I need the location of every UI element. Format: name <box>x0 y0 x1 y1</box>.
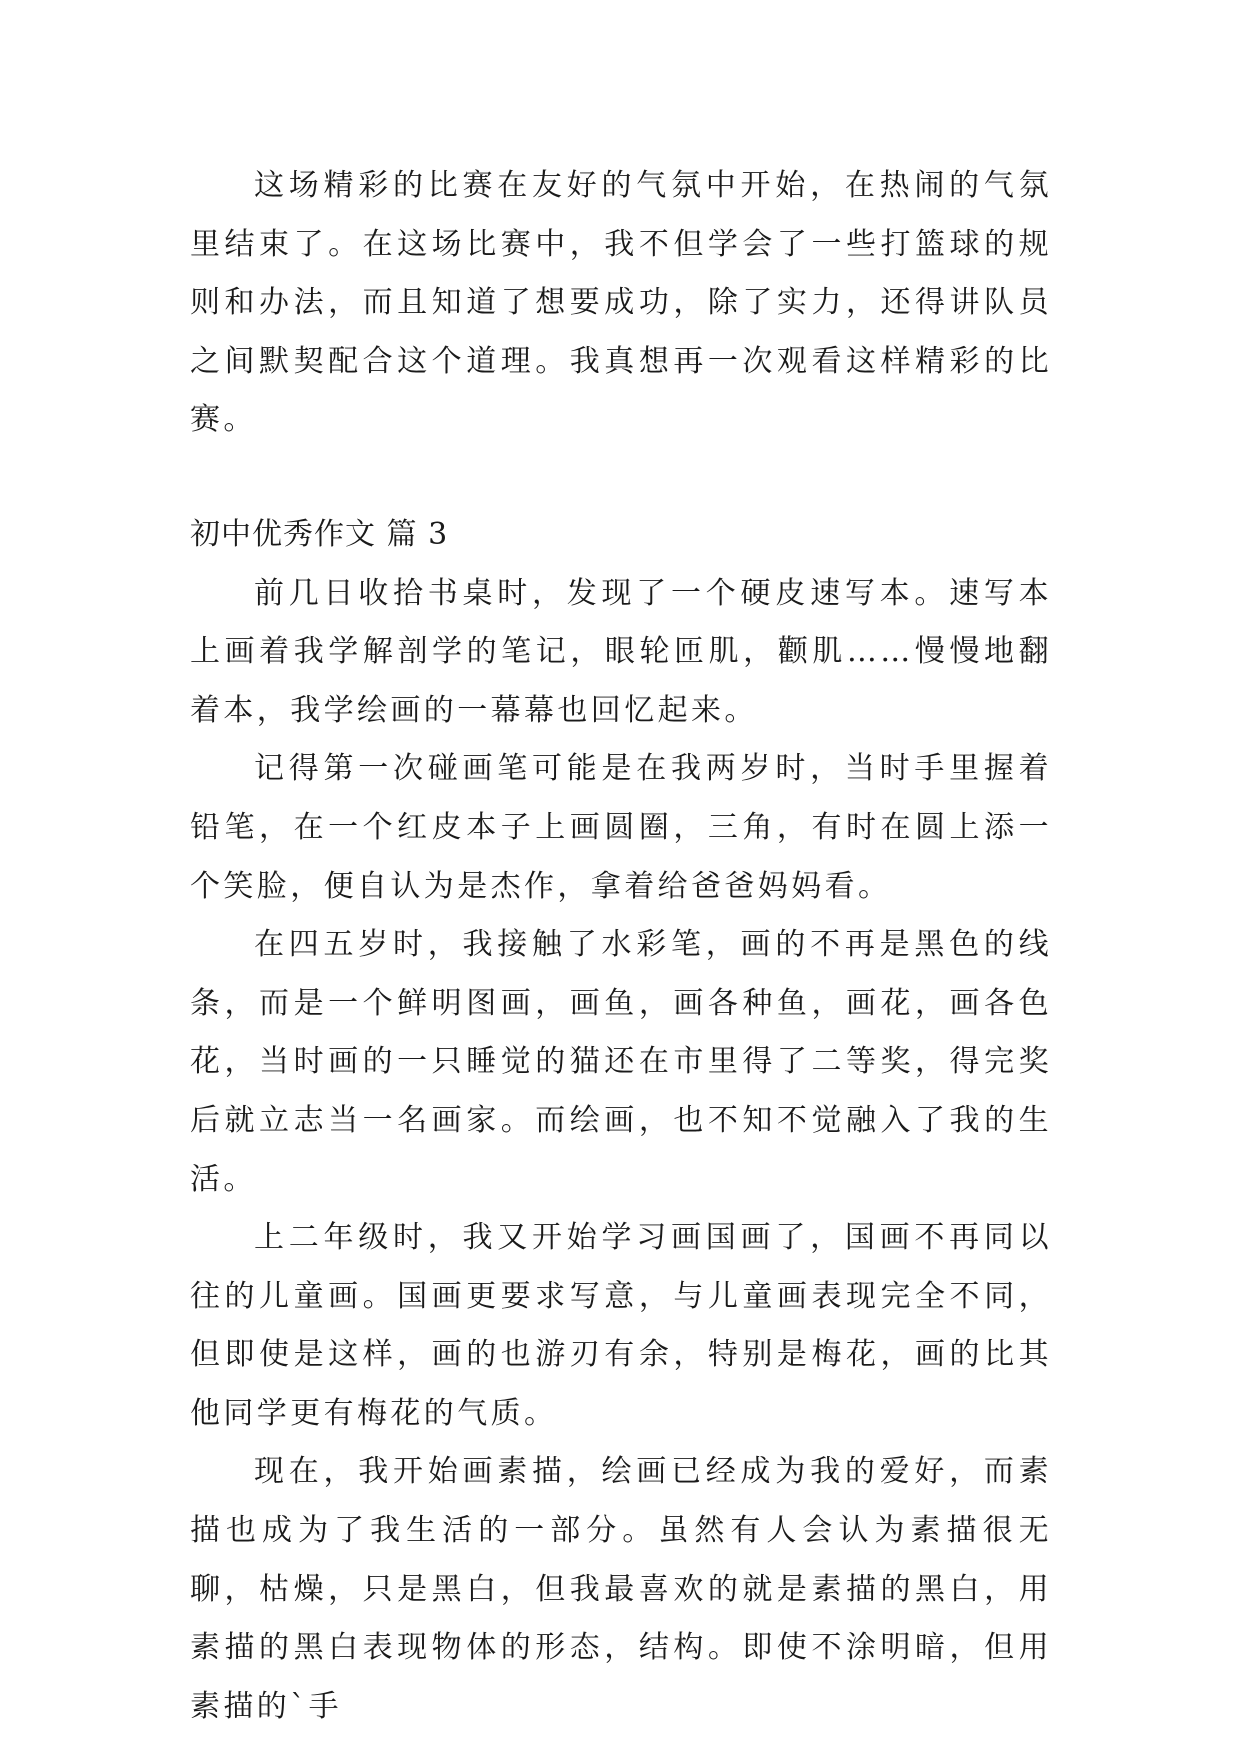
paragraph-sketchbook: 前几日收拾书桌时，发现了一个硬皮速写本。速写本上画着我学解剖学的笔记，眼轮匝肌，颧肌……慢慢地翻着本，我学绘画的一幕幕也回忆起来。 <box>190 575 1052 728</box>
paragraph-basketball-conclusion: 这场精彩的比赛在友好的气氛中开始，在热闹的气氛里结束了。在这场比赛中，我不但学会了一些打篮球的规则和办法，而且知道了想要成功，除了实力，还得讲队员之间默契配合这个道理。我真想再一次观看这样精彩的比赛。 <box>190 168 1052 438</box>
paragraph-sketching: 现在，我开始画素描，绘画已经成为我的爱好，而素描也成为了我生活的一部分。虽然有人会认为素描很无聊，枯燥，只是黑白，但我最喜欢的就是素描的黑白，用素描的黑白表现物体的形态，结构。即使不涂明暗，但用素描的`手 <box>190 1454 1052 1724</box>
document-page <box>190 157 1052 1736</box>
paragraph-chinese-painting: 上二年级时，我又开始学习画国画了，国画不再同以往的儿童画。国画更要求写意，与儿童画表现完全不同，但即使是这样，画的也游刃有余，特别是梅花，画的比其他同学更有梅花的气质。 <box>190 1220 1052 1431</box>
section-heading: 初中优秀作文 篇 3 <box>190 516 449 552</box>
paragraph-watercolor: 在四五岁时，我接触了水彩笔，画的不再是黑色的线条，而是一个鲜明图画，画鱼，画各种鱼，画花，画各色花，当时画的一只睡觉的猫还在市里得了二等奖，得完奖后就立志当一名画家。而绘画，也不知不觉融入了我的生活。 <box>190 927 1052 1197</box>
paragraph-first-pencil: 记得第一次碰画笔可能是在我两岁时，当时手里握着铅笔，在一个红皮本子上画圆圈，三角，有时在圆上添一个笑脸，便自认为是杰作，拿着给爸爸妈妈看。 <box>190 751 1052 904</box>
section-spacer <box>190 450 1052 506</box>
